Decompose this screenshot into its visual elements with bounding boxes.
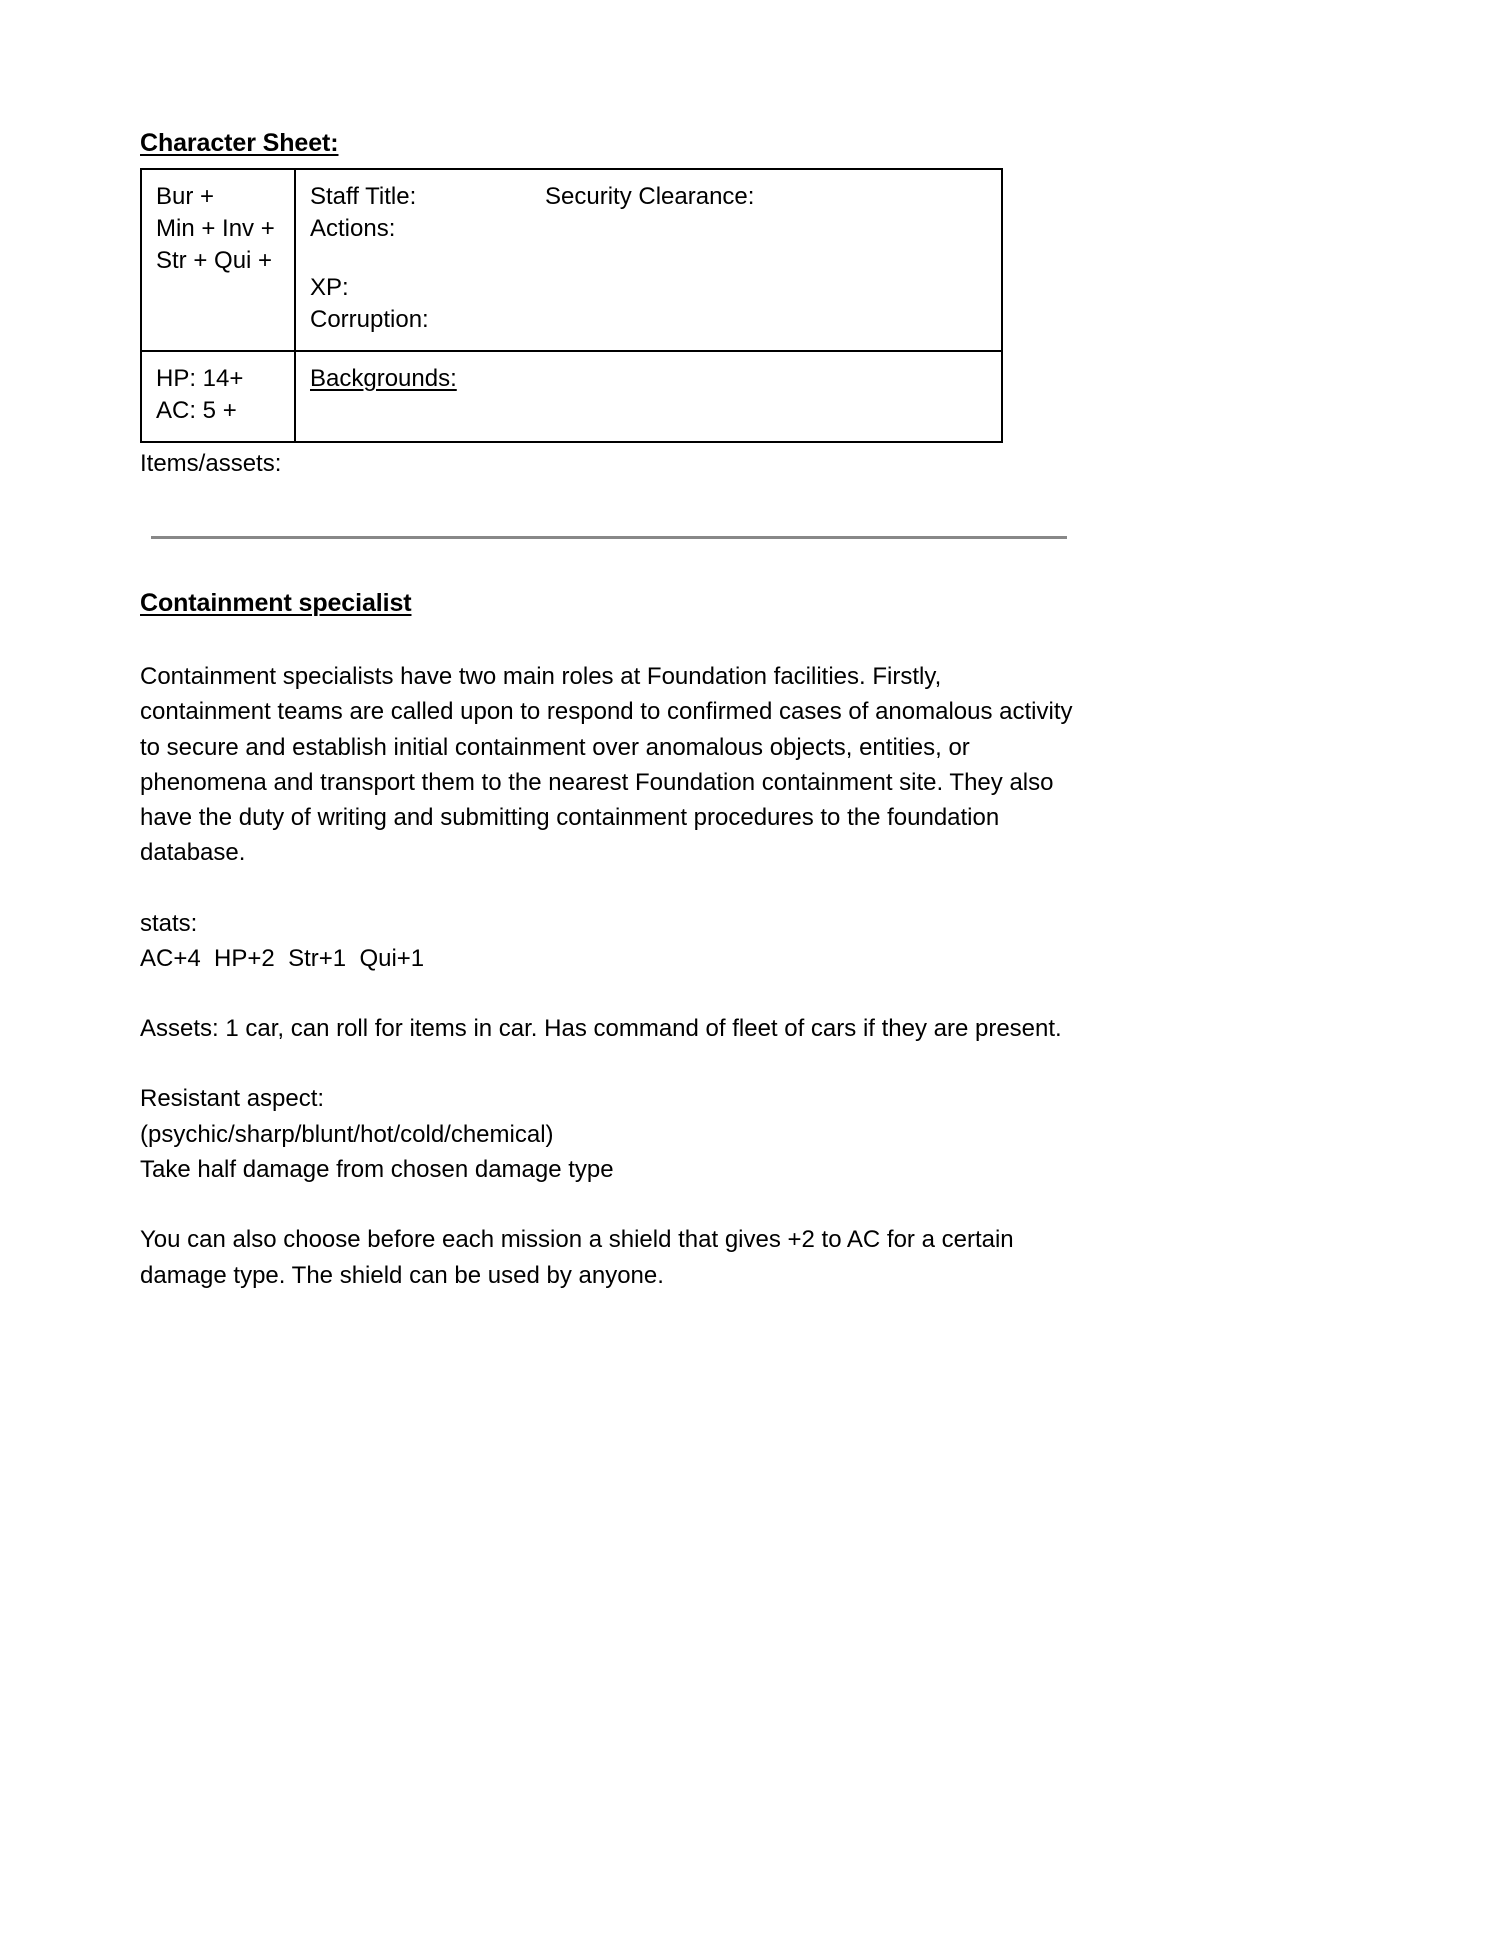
- stat-inv: Inv +: [222, 215, 275, 243]
- shield-paragraph: You can also choose before each mission a shield that gives +2 to AC for a certain damage type. The shield can be used by anyone.: [140, 1226, 1014, 1289]
- resistant-aspect-block: [140, 1081, 1075, 1187]
- hp-value: HP: 14+: [156, 364, 244, 392]
- backgrounds-spacer: [310, 395, 987, 422]
- backgrounds-label-row: [310, 363, 987, 395]
- stats-values: AC+4 HP+2 Str+1 Qui+1: [140, 944, 425, 972]
- resistant-aspect-types: (psychic/sharp/blunt/hot/cold/chemical): [140, 1120, 554, 1148]
- spacer-before-assets: [140, 976, 1075, 1011]
- spacer-before-resistant: [140, 1046, 1075, 1081]
- items-assets-label: Items/assets:: [140, 449, 282, 477]
- staff-title-label: Staff Title:: [310, 183, 417, 211]
- resistant-aspect-label: Resistant aspect:: [140, 1085, 325, 1113]
- stat-str: Str +: [156, 247, 208, 275]
- vitals-cell: [141, 351, 295, 442]
- stats-block: [140, 906, 1075, 977]
- spacer-before-stats: [140, 871, 1075, 906]
- character-sheet-table: [140, 168, 1003, 442]
- stats-label: stats:: [140, 909, 198, 937]
- ac-value: AC: 5 +: [156, 396, 237, 424]
- stat-qui: Qui +: [214, 247, 273, 275]
- xp-label: XP:: [310, 274, 349, 302]
- containment-specialist-heading-text: Containment specialist: [140, 588, 412, 617]
- intro-paragraph: Containment specialists have two main roles at Foundation facilities. Firstly, containment teams are called upon to respond to confirmed cases of anomalous activity to secure and establish initial containment over anomalous objects, entities, or phenomena and transport them to the nearest Foundation containment site. They also have the duty of writing and submitting containment procedures to the foundation database.: [140, 663, 1073, 867]
- table-row-vitals: [141, 351, 1002, 442]
- table-row-attributes: [141, 169, 1002, 351]
- spacer-before-shield: [140, 1187, 1075, 1222]
- character-sheet-heading-text: Character Sheet:: [140, 129, 339, 157]
- stat-min: Min +: [156, 215, 216, 243]
- spacer-before-section-heading: [140, 539, 1075, 587]
- resistant-aspect-effect: Take half damage from chosen damage type: [140, 1156, 614, 1184]
- info-spacer: [310, 245, 987, 272]
- assets-paragraph: Assets: 1 car, can roll for items in car. Has command of fleet of cars if they are present.: [140, 1015, 1062, 1043]
- staff-title-row: [310, 181, 987, 213]
- security-clearance-label: Security Clearance:: [545, 183, 755, 211]
- containment-specialist-heading: [140, 587, 1075, 620]
- character-sheet-heading: [140, 128, 1075, 159]
- spacer-after-section-heading: [140, 619, 1075, 659]
- corruption-label: Corruption:: [310, 305, 429, 333]
- staff-info-cell: [295, 169, 1002, 351]
- document-content: [140, 128, 1075, 1293]
- backgrounds-label: Backgrounds:: [310, 364, 457, 392]
- backgrounds-cell: [295, 351, 1002, 442]
- actions-label: Actions:: [310, 215, 396, 243]
- attributes-cell: [141, 169, 295, 351]
- stat-bur: Bur +: [156, 183, 215, 211]
